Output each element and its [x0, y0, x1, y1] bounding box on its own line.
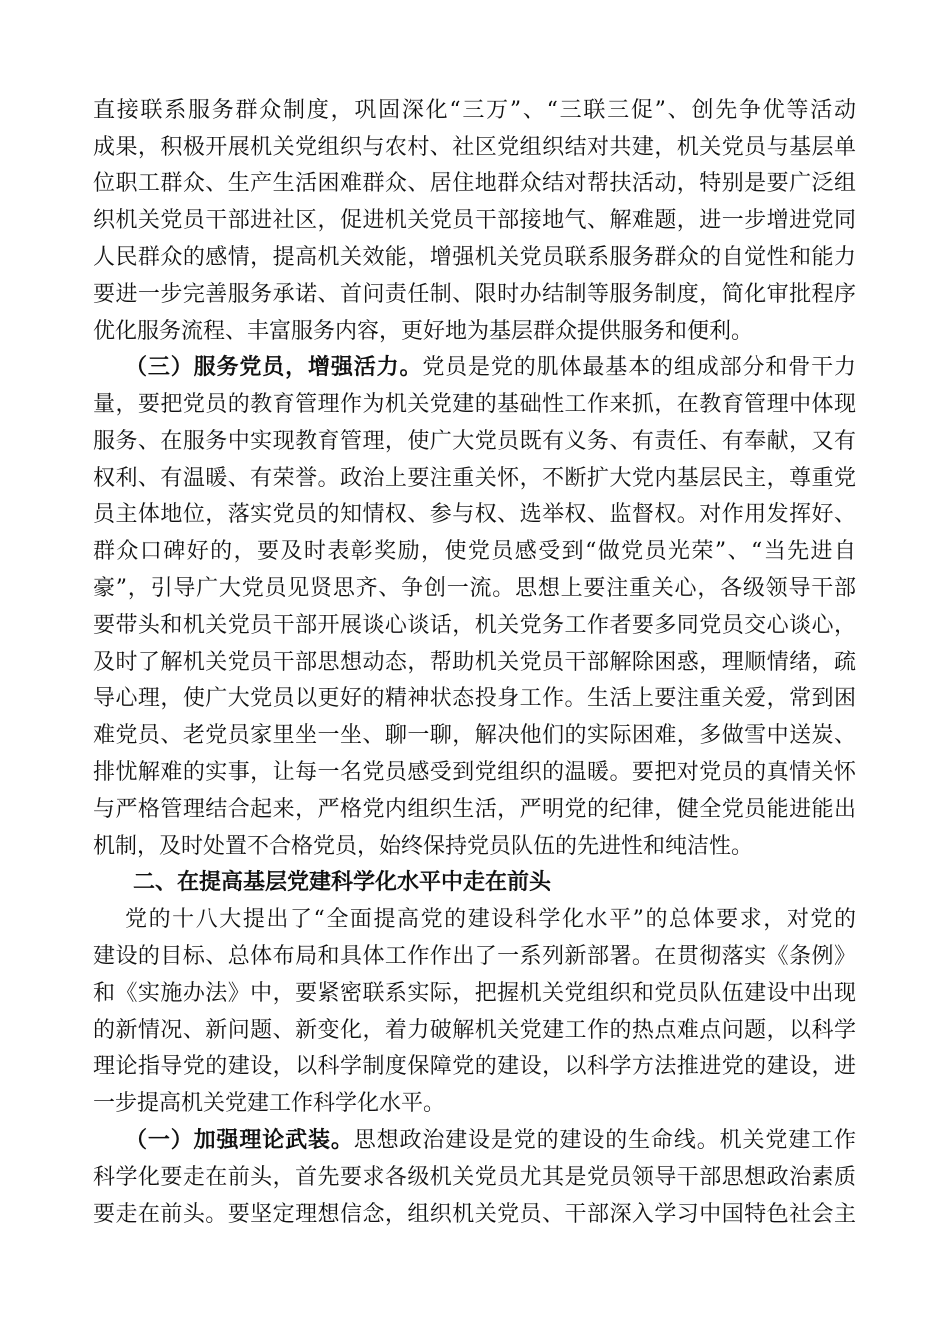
paragraph-line: 一步提高机关党建工作科学化水平。 — [93, 1091, 446, 1116]
paragraph-line: 人民群众的感情，提高机关效能，增强机关党员联系服务群众的自觉性和能力 — [93, 245, 856, 270]
paragraph-line: 与严格管理结合起来，严格党内组织生活，严明党的纪律，健全党员能进能出 — [93, 797, 856, 822]
paragraph-line: 织机关党员干部进社区，促进机关党员干部接地气、解难题，进一步增进党同 — [93, 208, 856, 233]
paragraph-text: 思想政治建设是党的建设的生命线。机关党建工作 — [353, 1128, 856, 1153]
paragraph-line: 服务、在服务中实现教育管理，使广大党员既有义务、有责任、有奉献，又有 — [93, 429, 856, 454]
paragraph-line: 和《实施办法》中，要紧密联系实际，把握机关党组织和党员队伍建设中出现 — [93, 981, 856, 1006]
paragraph-line: 豪”，引导广大党员见贤思齐、争创一流。思想上要注重关心，各级领导干部 — [93, 576, 856, 601]
paragraph-line: 优化服务流程、丰富服务内容，更好地为基层群众提供服务和便利。 — [93, 319, 754, 344]
paragraph-line: 直接联系服务群众制度，巩固深化“三万”、“三联三促”、创先争优等活动 — [93, 98, 856, 123]
paragraph-line: 导心理，使广大党员以更好的精神状态投身工作。生活上要注重关爱，常到困 — [93, 686, 856, 711]
paragraph-line: 党的十八大提出了“全面提高党的建设科学化水平”的总体要求，对党的 — [125, 907, 856, 932]
paragraph-line — [125, 1123, 856, 1159]
paragraph-line — [125, 350, 856, 386]
paragraph-line: 排忧解难的实事，让每一名党员感受到党组织的温暖。要把对党员的真情关怀 — [93, 760, 856, 785]
paragraph-line: 要进一步完善服务承诺、首问责任制、限时办结制等服务制度，简化审批程序 — [93, 282, 856, 307]
paragraph-line: 要走在前头。要坚定理想信念，组织机关党员、干部深入学习中国特色社会主 — [93, 1202, 856, 1227]
paragraph-line: 群众口碑好的，要及时表彰奖励，使党员感受到“做党员光荣”、“当先进自 — [93, 539, 856, 564]
paragraph-line: 成果，积极开展机关党组织与农村、社区党组织结对共建，机关党员与基层单 — [93, 135, 856, 160]
paragraph-text: 党员是党的肌体最基本的组成部分和骨干力 — [422, 355, 856, 380]
paragraph-line: 要带头和机关党员干部开展谈心谈话，机关党务工作者要多同党员交心谈心， — [93, 613, 856, 638]
paragraph-line: 及时了解机关党员干部思想动态，帮助机关党员干部解除困惑，理顺情绪，疏 — [93, 650, 856, 675]
paragraph-line: 的新情况、新问题、新变化，着力破解机关党建工作的热点难点问题，以科学 — [93, 1018, 856, 1043]
paragraph-line: 员主体地位，落实党员的知情权、参与权、选举权、监督权。对作用发挥好、 — [93, 502, 856, 527]
section-heading: 二、在提高基层党建科学化水平中走在前头 — [133, 870, 552, 895]
paragraph-line: 科学化要走在前头，首先要求各级机关党员尤其是党员领导干部思想政治素质 — [93, 1165, 856, 1190]
paragraph-line: 量，要把党员的教育管理作为机关党建的基础性工作来抓，在教育管理中体现 — [93, 392, 856, 417]
paragraph-line: 位职工群众、生产生活困难群众、居住地群众结对帮扶活动，特别是要广泛组 — [93, 171, 856, 196]
paragraph-line: 机制，及时处置不合格党员，始终保持党员队伍的先进性和纯洁性。 — [93, 834, 754, 859]
subsection-title: （一）加强理论武装。 — [125, 1128, 354, 1153]
subsection-title: （三）服务党员，增强活力。 — [125, 355, 423, 380]
paragraph-line: 建设的目标、总体布局和具体工作作出了一系列新部署。在贯彻落实《条例》 — [93, 944, 856, 969]
paragraph-line: 权利、有温暖、有荣誉。政治上要注重关怀，不断扩大党内基层民主，尊重党 — [93, 466, 856, 491]
paragraph-line: 理论指导党的建设，以科学制度保障党的建设，以科学方法推进党的建设，进 — [93, 1054, 856, 1079]
paragraph-line: 难党员、老党员家里坐一坐、聊一聊，解决他们的实际困难，多做雪中送炭、 — [93, 723, 856, 748]
